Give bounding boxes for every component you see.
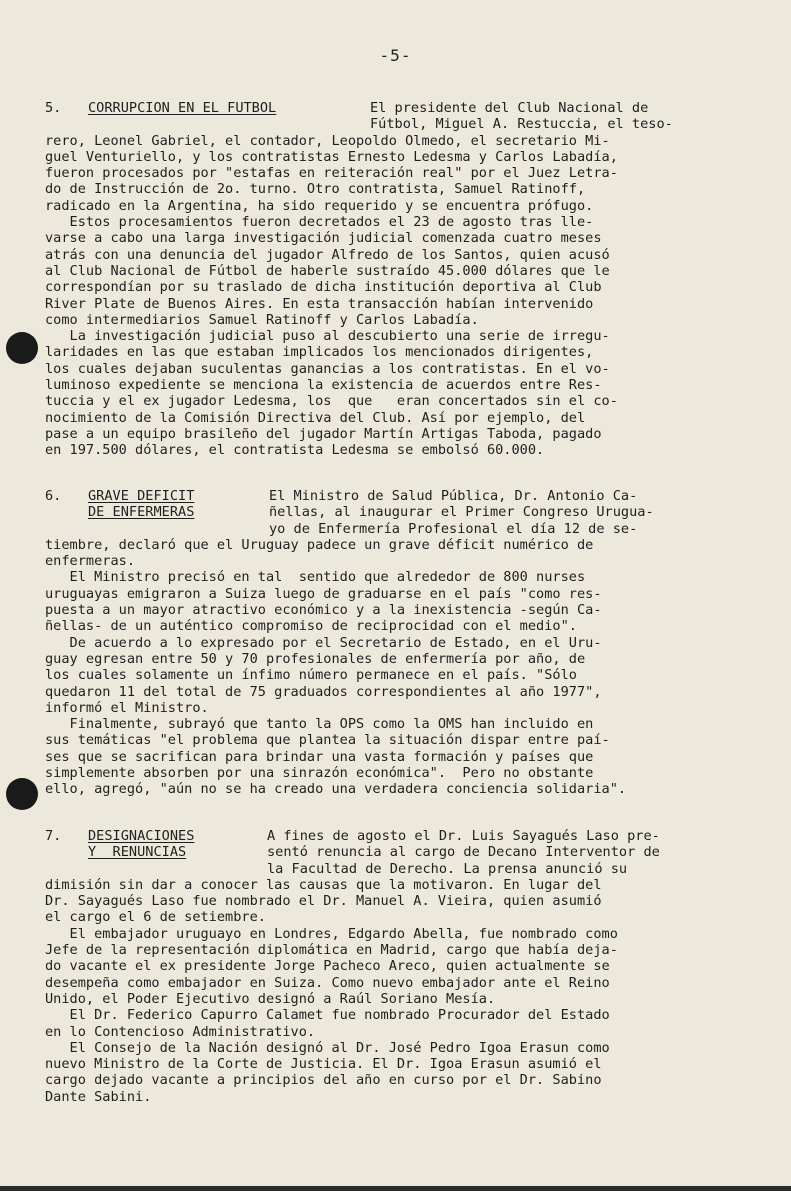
paragraph-line: el cargo el 6 de setiembre. [45, 909, 266, 926]
paragraph-line: Finalmente, subrayó que tanto la OPS como la OMS han incluido en [45, 716, 594, 733]
section-heading: GRAVE DEFICIT [88, 488, 195, 504]
section-header-line [45, 828, 757, 844]
paragraph-line: A fines de agosto el Dr. Luis Sayagués Laso pre- [267, 828, 660, 844]
paragraph-line: puesta a un mayor atractivo económico y a la inexistencia -según Ca- [45, 602, 602, 619]
paragraph-line: El Ministro de Salud Pública, Dr. Antonio Ca- [269, 488, 638, 504]
paragraph-line: nuevo Ministro de la Corte de Justicia. El Dr. Igoa Erasun asumió el [45, 1056, 602, 1073]
paragraph-line: cargo dejado vacante a principios del año en curso por el Dr. Sabino [45, 1072, 602, 1089]
paragraph-line: en 197.500 dólares, el contratista Ledesma se embolsó 60.000. [45, 442, 545, 459]
paragraph-line: De acuerdo a lo expresado por el Secretario de Estado, en el Uru- [45, 634, 602, 651]
paragraph-line: varse a cabo una larga investigación judicial comenzada cuatro meses [45, 230, 602, 247]
paragraph-line: como intermediarios Samuel Ratinoff y Carlos Labadía. [45, 311, 479, 328]
paragraph-line: River Plate de Buenos Aires. En esta transacción habían intervenido [45, 295, 594, 312]
paragraph-line: los cuales solamente un ínfimo número permanece en el país. "Sólo [45, 667, 577, 684]
paragraph-line: El Ministro precisó en tal sentido que alrededor de 800 nurses [45, 569, 586, 586]
paragraph-line: tiembre, declaró que el Uruguay padece un grave déficit numérico de [45, 536, 594, 553]
paragraph-line: sentó renuncia al cargo de Decano Interventor de [267, 844, 660, 861]
paragraph-line: guay egresan entre 50 y 70 profesionales de enfermería por año, de [45, 650, 586, 667]
section-heading-line [45, 844, 757, 860]
paragraph-line: radicado en la Argentina, ha sido requerido y se encuentra prófugo. [45, 197, 594, 214]
page-bottom-edge [0, 1186, 791, 1191]
paragraph-line: Fútbol, Miguel A. Restuccia, el teso- [370, 116, 673, 133]
punch-hole [6, 778, 38, 810]
punch-hole [6, 332, 38, 364]
section-grave-deficit [45, 488, 757, 798]
paragraph-line: Dante Sabini. [45, 1088, 152, 1105]
section-heading-line [45, 116, 757, 132]
section-heading-line [45, 861, 757, 877]
paragraph-line: El Dr. Federico Capurro Calamet fue nombrado Procurador del Estado [45, 1007, 610, 1024]
paragraph-line: nocimiento de la Comisión Directiva del Club. Así por ejemplo, del [45, 409, 586, 426]
paragraph-line: La investigación judicial puso al descubierto una serie de irregu- [45, 328, 610, 345]
paragraph-line: ses que se sacrifican para brindar una vasta formación y países que [45, 748, 594, 765]
paragraph-line: sus temáticas "el problema que plantea la situación dispar entre paí- [45, 732, 610, 749]
paragraph-line: El embajador uruguayo en Londres, Edgardo Abella, fue nombrado como [45, 925, 618, 942]
section-heading: Y RENUNCIAS [88, 844, 187, 861]
paragraph-line: la Facultad de Derecho. La prensa anunció su [267, 860, 628, 877]
section-heading: CORRUPCION EN EL FUTBOL [88, 100, 277, 116]
paragraph-line: atrás con una denuncia del jugador Alfredo de los Santos, quien acusó [45, 246, 610, 263]
section-number: 7. [45, 828, 62, 844]
paragraph-line: luminoso expediente se menciona la existencia de acuerdos entre Res- [45, 377, 602, 394]
paragraph-line: yo de Enfermería Profesional el día 12 de se- [269, 520, 638, 537]
paragraph-line: laridades en las que estaban implicados los mencionados dirigentes, [45, 344, 594, 361]
paragraph-line: ñellas, al inaugurar el Primer Congreso Urugua- [269, 504, 654, 521]
paragraph-line: enfermeras. [45, 553, 136, 570]
paragraph-line: do vacante el ex presidente Jorge Pacheco Areco, quien actualmente se [45, 958, 610, 975]
page-number: -5- [379, 46, 412, 65]
section-heading-line [45, 521, 757, 537]
paragraph-line: ello, agregó, "aún no se ha creado una verdadera conciencia solidaria". [45, 781, 627, 798]
paragraph-line: Estos procesamientos fueron decretados el 23 de agosto tras lle- [45, 214, 594, 231]
section-heading-line [45, 504, 757, 520]
paragraph-line: do de Instrucción de 2o. turno. Otro contratista, Samuel Ratinoff, [45, 181, 586, 198]
paragraph-line: tuccia y el ex jugador Ledesma, los que eran concertados sin el co- [45, 393, 618, 410]
section-heading: DE ENFERMERAS [88, 504, 195, 521]
paragraph-line: El presidente del Club Nacional de [370, 100, 649, 116]
paragraph-line: en lo Contencioso Administrativo. [45, 1023, 316, 1040]
section-heading: DESIGNACIONES [88, 828, 195, 844]
paragraph-line: fueron procesados por "estafas en reiteración real" por el Juez Letra- [45, 165, 618, 182]
paragraph-line: Unido, el Poder Ejecutivo designó a Raúl Soriano Mesía. [45, 990, 496, 1007]
paragraph-line: guel Venturiello, y los contratistas Ernesto Ledesma y Carlos Labadía, [45, 148, 618, 165]
paragraph-line: desempeña como embajador en Suiza. Como nuevo embajador ante el Reino [45, 974, 610, 991]
paragraph-line: los cuales dejaban suculentas ganancias a los contratistas. En el vo- [45, 360, 610, 377]
paragraph-line: informó el Ministro. [45, 699, 209, 716]
paragraph-line: El Consejo de la Nación designó al Dr. José Pedro Igoa Erasun como [45, 1039, 610, 1056]
section-corrupcion [45, 100, 757, 459]
paragraph-line: al Club Nacional de Fútbol de haberle sustraído 45.000 dólares que le [45, 262, 610, 279]
paragraph-line: rero, Leonel Gabriel, el contador, Leopoldo Olmedo, el secretario Mi- [45, 132, 610, 149]
section-number: 5. [45, 100, 62, 116]
section-designaciones [45, 828, 757, 1105]
paragraph-line: Dr. Sayagués Laso fue nombrado el Dr. Manuel A. Vieira, quien asumió [45, 893, 602, 910]
paragraph-line: correspondían por su traslado de dicha institución deportiva al Club [45, 279, 602, 296]
section-header-line [45, 100, 757, 116]
paragraph-line: simplemente absorben por una sinrazón económica". Pero no obstante [45, 765, 594, 782]
paragraph-line: dimisión sin dar a conocer las causas que la motivaron. En lugar del [45, 876, 602, 893]
section-number: 6. [45, 488, 62, 504]
paragraph-line: Jefe de la representación diplomática en Madrid, cargo que había deja- [45, 942, 618, 959]
paragraph-line: pase a un equipo brasileño del jugador Martín Artigas Taboda, pagado [45, 425, 602, 442]
paragraph-line: quedaron 11 del total de 75 graduados correspondientes al año 1977", [45, 683, 602, 700]
section-header-line [45, 488, 757, 504]
paragraph-line: uruguayas emigraron a Suiza luego de graduarse en el país "como res- [45, 585, 602, 602]
paragraph-line: ñellas- de un auténtico compromiso de reciprocidad con el medio". [45, 618, 577, 635]
